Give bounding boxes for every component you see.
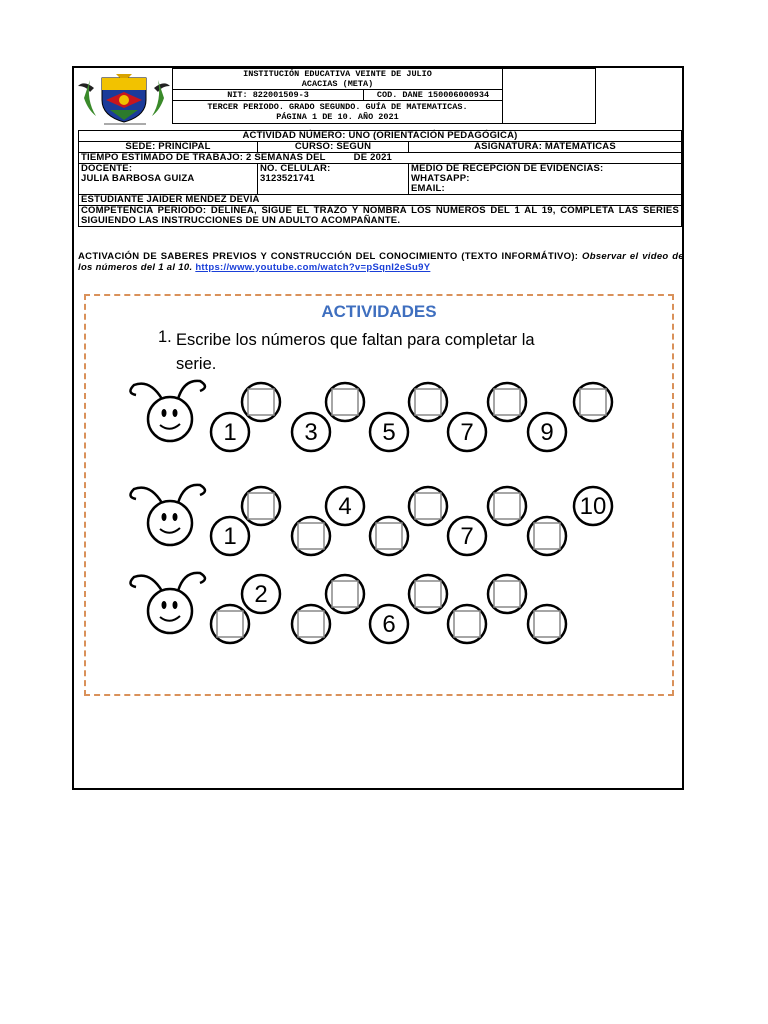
segment-number: 2 — [254, 581, 268, 608]
sede: SEDE: PRINCIPAL — [79, 142, 258, 153]
eye — [162, 601, 167, 609]
antenna — [130, 576, 162, 591]
segment-number: 4 — [338, 493, 352, 520]
activation-heading: ACTIVACIÓN DE SABERES PREVIOS Y CONSTRUCCIÓN DEL CONOCIMIENTO (TEXTO INFORMÁTIVO): — [78, 251, 579, 262]
caterpillar-row — [130, 485, 612, 555]
eye — [173, 601, 178, 609]
answer-box[interactable] — [332, 389, 358, 415]
whatsapp-label: WHATSAPP: — [411, 173, 470, 184]
eye — [162, 513, 167, 521]
competencia: COMPETENCIA PERIODO: DELINEA, SIGUE EL TRAZO Y NOMBRA LOS NUMEROS DEL 1 AL 19, COMPLETA LAS SERIES SIGUIENDO LAS INSTRUCCIONES DE UN ADULTO ACOMPAÑANTE. — [79, 206, 682, 227]
answer-box[interactable] — [248, 389, 274, 415]
answer-box[interactable] — [494, 493, 520, 519]
celular-cell — [258, 164, 409, 195]
answer-box[interactable] — [534, 523, 560, 549]
email-label: EMAIL: — [411, 183, 445, 194]
activities-box — [84, 294, 674, 696]
answer-box[interactable] — [376, 523, 402, 549]
medio-label: MEDIO DE RECEPCION DE EVIDENCIAS: — [411, 163, 604, 174]
antenna — [178, 381, 205, 399]
school-crest-logo — [76, 70, 172, 126]
institution-location: ACACIAS (META) — [173, 79, 503, 90]
caterpillar-row — [130, 381, 612, 451]
answer-box[interactable] — [217, 611, 243, 637]
docente-label: DOCENTE: — [81, 163, 133, 174]
period-line: TERCER PERIODO. GRADO SEGUNDO. GUÍA DE MATEMATICAS. — [207, 102, 468, 112]
segment-number: 7 — [460, 419, 474, 446]
answer-box[interactable] — [454, 611, 480, 637]
answer-box[interactable] — [248, 493, 274, 519]
caterpillar-head — [148, 397, 192, 441]
docente-cell — [79, 164, 258, 195]
segment-number: 6 — [382, 611, 396, 638]
medio-cell — [409, 164, 682, 195]
nit-label: NIT: 822001509-3 — [173, 90, 364, 101]
docente-name: JULIA BARBOSA GUIZA — [81, 173, 195, 184]
eye — [173, 513, 178, 521]
celular-label: NO. CELULAR: — [260, 163, 331, 174]
segment-number: 7 — [460, 523, 474, 550]
curso: CURSO: SEGUN — [258, 142, 409, 153]
period-guide-info — [173, 101, 503, 124]
instruction-text: Escribe los números que faltan para completar la serie. — [176, 331, 535, 373]
answer-box[interactable] — [415, 493, 441, 519]
segment-number: 1 — [223, 419, 237, 446]
page-line: PÁGINA 1 DE 10. AÑO 2021 — [276, 112, 399, 122]
header-blank-cell — [503, 69, 596, 124]
activity-number: ACTIVIDAD NÚMERO: UNO (ORIENTACIÓN PEDAGÓGICA) — [79, 131, 682, 142]
segment-number: 1 — [223, 523, 237, 550]
activities-title: ACTIVIDADES — [321, 302, 437, 321]
answer-box[interactable] — [332, 581, 358, 607]
segment-number: 10 — [579, 493, 607, 520]
antenna — [130, 488, 162, 503]
eye — [173, 409, 178, 417]
answer-box[interactable] — [494, 581, 520, 607]
tiempo-year: DE 2021 — [353, 152, 393, 163]
video-link[interactable]: https://www.youtube.com/watch?v=pSqnI2eSu9Y — [195, 261, 431, 273]
header — [74, 68, 596, 126]
institution-name: INSTITUCIÓN EDUCATIVA VEINTE DE JULIO — [173, 69, 503, 80]
answer-box[interactable] — [415, 581, 441, 607]
tiempo-estimado — [79, 153, 682, 164]
activation-instruction: Observar el video de los números del 1 al 10. — [78, 251, 684, 273]
answer-box[interactable] — [298, 523, 324, 549]
caterpillar-head — [148, 501, 192, 545]
answer-box[interactable] — [415, 389, 441, 415]
header-table — [172, 68, 596, 124]
tiempo-text: TIEMPO ESTIMADO DE TRABAJO: 2 SEMANAS DEL — [81, 152, 326, 163]
segment-number: 3 — [304, 419, 318, 446]
eye — [162, 409, 167, 417]
worksheet-page — [72, 66, 684, 790]
antenna — [178, 485, 205, 503]
caterpillar-head — [148, 589, 192, 633]
segment-number: 5 — [382, 419, 396, 446]
dane-code: COD. DANE 150006000934 — [364, 90, 503, 101]
celular-number: 3123521741 — [260, 173, 315, 184]
info-table — [78, 130, 682, 227]
antenna — [178, 573, 205, 591]
answer-box[interactable] — [580, 389, 606, 415]
segment-number: 9 — [540, 419, 554, 446]
answer-box[interactable] — [534, 611, 560, 637]
caterpillar-row — [130, 573, 566, 643]
instruction-number: 1. — [158, 328, 172, 346]
answer-box[interactable] — [298, 611, 324, 637]
answer-box[interactable] — [494, 389, 520, 415]
caterpillar-series — [86, 296, 676, 698]
estudiante: ESTUDIANTE JAIDER MENDEZ DEVIA — [79, 195, 682, 206]
activation-text — [78, 252, 684, 273]
asignatura: ASIGNATURA: MATEMATICAS — [409, 142, 682, 153]
antenna — [130, 384, 162, 399]
